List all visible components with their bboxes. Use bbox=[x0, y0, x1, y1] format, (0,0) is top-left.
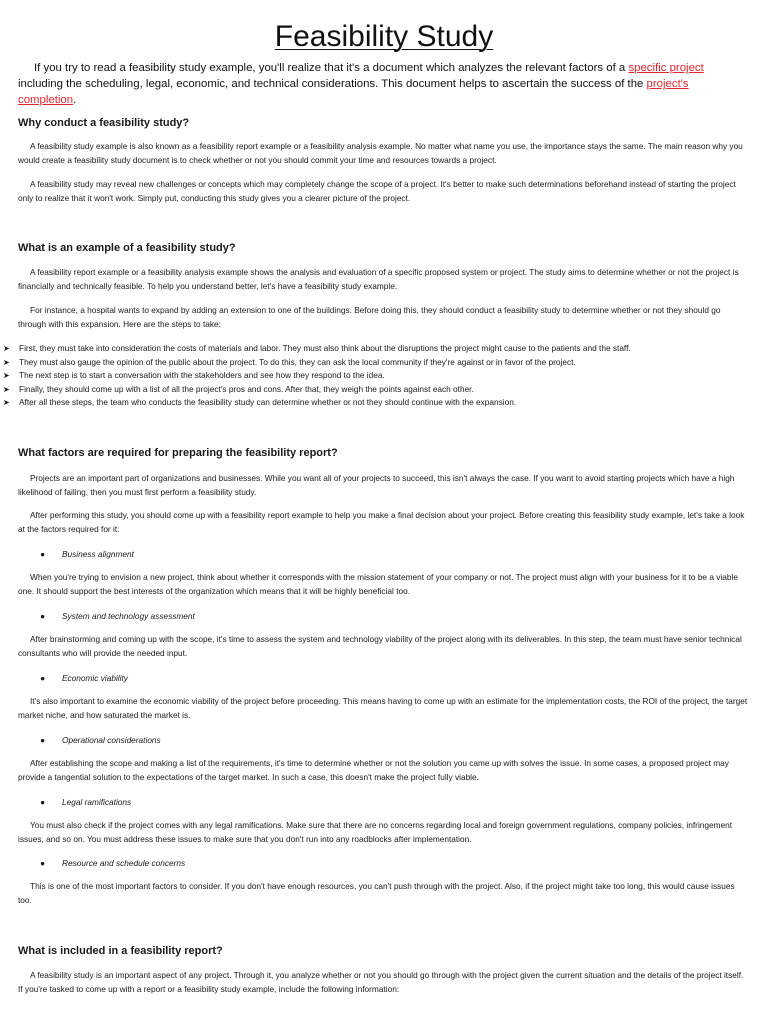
bullet-dot-icon: ● bbox=[40, 611, 46, 621]
bullet-dot-icon: ● bbox=[40, 549, 46, 559]
factors-paragraph-1: Projects are an important part of organizations and businesses. While you want all of your projects to succeed, this isn't always the case. If you want to avoid starting projects which have a high likelihood of failing, then you must first perform a feasibility study. bbox=[18, 473, 735, 497]
factor-label-economic-viability: ● Economic viability bbox=[40, 673, 128, 683]
factor-text-system-technology: After brainstorming and coming up with the scope, it's time to assess the system and technology viability of the project along with its deliverables. In this step, the team must have senior technical consultants who will provide the needed input. bbox=[18, 634, 742, 658]
factor-label-operational: ● Operational considerations bbox=[40, 735, 161, 745]
heading-example: What is an example of a feasibility study? bbox=[18, 242, 236, 254]
arrow-bullet-icon: ➤ bbox=[3, 357, 10, 367]
heading-why: Why conduct a feasibility study? bbox=[18, 117, 190, 129]
project-completion-link[interactable]: project's completion bbox=[18, 78, 689, 106]
list-item: ➤ Finally, they should come up with a list of all the project's pros and cons. After that, they weigh the points against each other. bbox=[3, 383, 753, 397]
factor-text-operational: After establishing the scope and making a list of the requirements, it's time to determine whether or not the solution you came up with solves the issue. In some cases, a proposed project may provide a tangential solution to the expectations of the target market. In such a case, this doesn't make the project fully viable. bbox=[18, 758, 729, 782]
intro-text-1: If you try to read a feasibility study example, you'll realize that it's a document which analyzes the relevant factors of a bbox=[34, 62, 629, 74]
example-paragraph-1: A feasibility report example or a feasibility analysis example shows the analysis and evaluation of a specific proposed system or project. The study aims to determine whether or not the project is financially and technically feasible. To help you understand better, let's have a feasibility study example. bbox=[18, 267, 739, 291]
factor-label-legal: ● Legal ramifications bbox=[40, 797, 132, 807]
factors-paragraph-2: After performing this study, you should come up with a feasibility report example to help you make a final decision about your project. Before creating this feasibility study example, let's take a look at the factors required for it: bbox=[18, 510, 745, 534]
list-item: ➤ First, they must take into consideration the costs of materials and labor. They must also think about the disruptions the project might cause to the patients and the staff. bbox=[3, 342, 753, 356]
arrow-bullet-icon: ➤ bbox=[3, 398, 10, 407]
arrow-bullet-icon: ➤ bbox=[3, 371, 10, 380]
included-paragraph-1: A feasibility study is an important aspect of any project. Through it, you analyze whether or not you should go through with the project given the current situation and the details of the project itself. If you're tasked to come up with a report or a feasibility study example, include the following information: bbox=[18, 970, 744, 994]
specific-project-link[interactable]: specific project bbox=[628, 62, 704, 74]
bullet-dot-icon: ● bbox=[40, 858, 46, 868]
intro-text-2: including the scheduling, legal, economic, and technical considerations. This document helps to ascertain the success of the bbox=[18, 78, 647, 90]
bullet-dot-icon: ● bbox=[40, 797, 46, 807]
factor-text-economic-viability: It's also important to examine the economic viability of the project before proceeding. This means having to come up with an estimate for the implementation costs, the ROI of the project, the target market niche, and how saturated the market is. bbox=[18, 696, 748, 720]
intro-text-3: . bbox=[73, 94, 77, 106]
bullet-dot-icon: ● bbox=[40, 673, 46, 683]
arrow-bullet-icon: ➤ bbox=[3, 384, 10, 394]
heading-factors: What factors are required for preparing the feasibility report? bbox=[18, 447, 338, 459]
document-title: Feasibility Study bbox=[274, 20, 494, 53]
list-item: ➤ They must also gauge the opinion of the public about the project. To do this, they can ask the local community if they're against or in favor of the project. bbox=[3, 356, 753, 370]
factor-text-resource-schedule: This is one of the most important factors to consider. If you don't have enough resources, you can't push through with the project. Also, if the project might take too long, this would cause issues too. bbox=[18, 881, 735, 905]
list-item: ➤ The next step is to start a conversation with the stakeholders and see how they respond to the idea. bbox=[3, 369, 753, 383]
example-paragraph-2: For instance, a hospital wants to expand by adding an extension to one of the buildings. Before doing this, they should conduct a feasibility study to determine whether or not they should go through with this expansion. Here are the steps to take: bbox=[18, 305, 721, 329]
why-paragraph-2: A feasibility study may reveal new challenges or concepts which may completely change the scope of a project. It's better to make such determinations beforehand instead of starting the project only to realize that it won't work. Simply put, conducting this study gives you a clearer picture of the project. bbox=[18, 179, 736, 203]
intro-paragraph bbox=[18, 60, 750, 108]
why-paragraph-1: A feasibility study example is also known as a feasibility report example or a feasibility analysis example. No matter what name you use, the importance stays the same. The main reason why you would create a feasibility study document is to check whether or not you should commit your time and resources towards a project. bbox=[18, 141, 743, 165]
factor-text-business-alignment: When you're trying to envision a new project, think about whether it corresponds with the mission statement of your company or not. The project must align with your business for it to be a viable one. It should support the best interests of the organization which means that it will be highly beneficial too. bbox=[18, 572, 738, 596]
factor-label-business-alignment: ● Business alignment bbox=[40, 549, 134, 559]
factor-label-system-technology: ● System and technology assessment bbox=[40, 611, 195, 621]
steps-list bbox=[3, 342, 753, 410]
arrow-bullet-icon: ➤ bbox=[3, 344, 10, 353]
heading-included: What is included in a feasibility report? bbox=[18, 945, 223, 957]
bullet-dot-icon: ● bbox=[40, 735, 46, 745]
factor-text-legal: You must also check if the project comes with any legal ramifications. Make sure that there are no concerns regarding local and foreign government regulations, company policies, infringement issues, and so on. You must address these issues to make sure that you don't run into any roadblocks after implementation. bbox=[18, 820, 733, 844]
list-item: ➤ After all these steps, the team who conducts the feasibility study can determine whether or not they should continue with the expansion. bbox=[3, 396, 753, 410]
factor-label-resource-schedule: ● Resource and schedule concerns bbox=[40, 858, 186, 868]
